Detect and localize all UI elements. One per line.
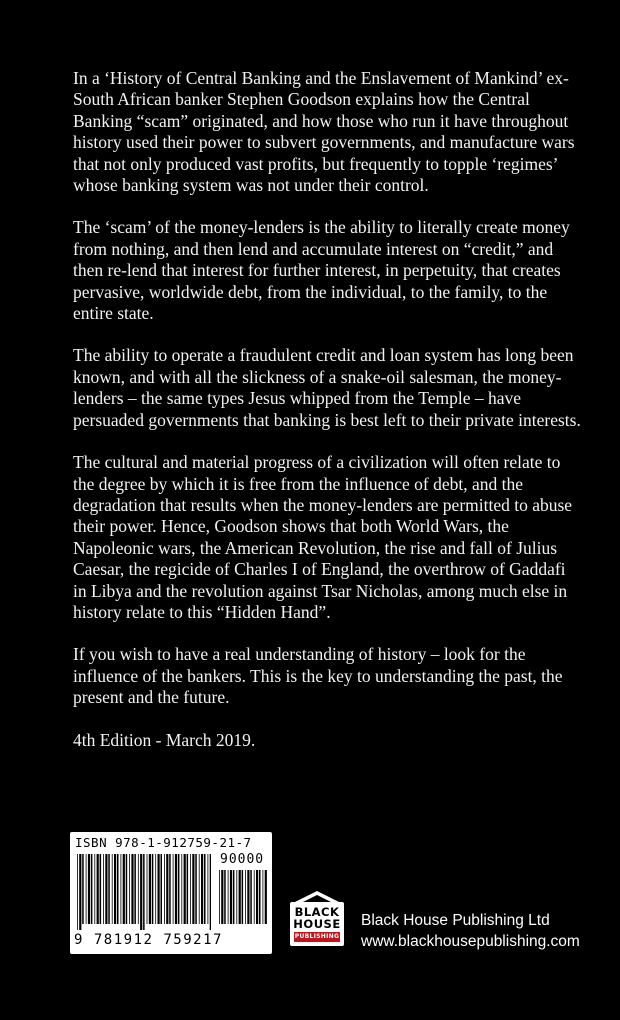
barcode-bar xyxy=(233,870,235,924)
isbn-label: ISBN 978-1-912759-21-7 xyxy=(75,835,252,850)
barcode-bar xyxy=(97,854,99,924)
blurb-paragraph-5: If you wish to have a real understanding of history – look for the influence of the bankers. This is the key to understanding the past, the present and the future. xyxy=(73,644,563,708)
barcode-bar xyxy=(265,870,267,924)
barcode-bar xyxy=(169,854,171,924)
barcode-bar xyxy=(105,854,107,924)
barcode-bar xyxy=(126,854,128,924)
barcode-bar xyxy=(195,854,197,924)
barcode-bar xyxy=(187,854,189,924)
barcode-bar xyxy=(230,870,232,924)
barcode-bar xyxy=(103,854,104,924)
barcode-bar xyxy=(192,854,194,924)
barcode-bar xyxy=(140,854,142,930)
barcode-bar xyxy=(100,854,102,924)
ean-digits: 9 781912 759217 xyxy=(74,932,223,948)
barcode-bar xyxy=(190,854,191,924)
barcode-bar xyxy=(108,854,110,924)
logo-text-house: HOUSE xyxy=(293,917,341,931)
barcode-bar xyxy=(161,854,163,924)
logo-text-black: BLACK xyxy=(294,905,340,919)
barcode-bar xyxy=(77,854,78,930)
blurb-paragraph-1: In a ‘History of Central Banking and the Enslavement of Mankind’ ex-South African banker Stephen Goodson explains how the Central Banking “scam” originated, and how those who run it have throughout history used their power to subvert governments, and manufacture wars that not only produced vast profits, but frequently to topple ‘regimes’ whose banking system was not under their control. xyxy=(73,68,575,196)
barcode-bar xyxy=(175,854,177,924)
barcode-main-bars xyxy=(77,854,211,930)
barcode-bar xyxy=(219,870,220,924)
barcode-bar xyxy=(242,870,244,924)
publisher-url[interactable]: www.blackhousepublishing.com xyxy=(361,933,580,950)
barcode-bar xyxy=(263,870,264,924)
barcode-bar xyxy=(138,854,139,924)
barcode-bar xyxy=(204,854,206,924)
barcode-bar xyxy=(224,870,226,924)
barcode-bar xyxy=(117,854,119,924)
barcode-addon-bars xyxy=(219,870,267,930)
edition-text: 4th Edition - March 2019. xyxy=(73,729,256,750)
barcode-bar xyxy=(131,854,133,924)
barcode-bar xyxy=(91,854,93,924)
barcode-bar xyxy=(256,870,258,924)
blurb-paragraph-4: The cultural and material progress of a civilization will often relate to the degree by which it is free from the influence of debt, and the degradation that results when the money-lenders are permitted to abuse their power. Hence, Goodson shows that both World Wars, the Napoleonic wars, the American Revolution, the rise and fall of Julius Caesar, the regicide of Charles I of England, the overthrow of Gaddafi in Libya and the revolution against Tsar Nicholas, among much else in history relate to this “Hidden Hand”. xyxy=(73,452,573,622)
publisher-logo xyxy=(288,890,346,946)
barcode-bar xyxy=(123,854,125,924)
barcode-bar xyxy=(158,854,160,924)
barcode-bar xyxy=(112,854,113,924)
barcode-bar xyxy=(236,870,237,924)
barcode-bar xyxy=(201,854,203,924)
barcode-bar xyxy=(208,854,209,924)
barcode-bar xyxy=(166,854,168,924)
blurb-paragraph-3: The ability to operate a fraudulent credit and loan system has long been known, and with all the slickness of a snake-oil salesman, the money-lenders – the same types Jesus whipped from the Temple – have persuaded governments that banking is best left to their private interests. xyxy=(73,345,581,430)
blurb-paragraph-2: The ‘scam’ of the money-lenders is the ability to literally create money from nothing, and then lend and accumulate interest on “credit,” and then re-lend that interest for further interest, in perpetuity, that creates pervasive, worldwide debt, from the individual, to the family, to the entire state. xyxy=(73,217,570,324)
barcode-bar xyxy=(239,870,241,924)
barcode-bar xyxy=(164,854,165,924)
barcode-bar xyxy=(152,854,154,924)
barcode-bar xyxy=(228,870,229,924)
logo-text-publishing: PUBLISHING xyxy=(294,933,340,940)
barcode-bar xyxy=(155,854,156,924)
barcode-bar xyxy=(88,854,90,924)
barcode-addon-number: 90000 xyxy=(220,852,265,867)
barcode-bar xyxy=(134,854,136,924)
barcode-bar xyxy=(254,870,255,924)
blurb xyxy=(73,68,583,772)
barcode-bar xyxy=(173,854,174,924)
barcode-bar xyxy=(143,854,145,930)
barcode-bar xyxy=(199,854,200,924)
barcode-bar xyxy=(184,854,186,924)
barcode-bar xyxy=(178,854,180,924)
barcode-bar xyxy=(86,854,87,924)
barcode-bar xyxy=(147,854,148,924)
isbn-barcode xyxy=(70,832,272,954)
barcode-bar xyxy=(221,870,223,924)
barcode-bar xyxy=(181,854,182,924)
publisher-name: Black House Publishing Ltd xyxy=(361,912,550,929)
barcode-bar xyxy=(210,854,211,930)
barcode-bar xyxy=(149,854,151,924)
barcode-bar xyxy=(259,870,261,924)
barcode-bar xyxy=(82,854,84,924)
barcode-bar xyxy=(247,870,249,924)
barcode-bar xyxy=(250,870,252,924)
barcode-bar xyxy=(79,854,81,930)
barcode-bar xyxy=(94,854,95,924)
barcode-bar xyxy=(245,870,246,924)
barcode-bar xyxy=(129,854,130,924)
barcode-bar xyxy=(121,854,122,924)
barcode-bar xyxy=(114,854,116,924)
